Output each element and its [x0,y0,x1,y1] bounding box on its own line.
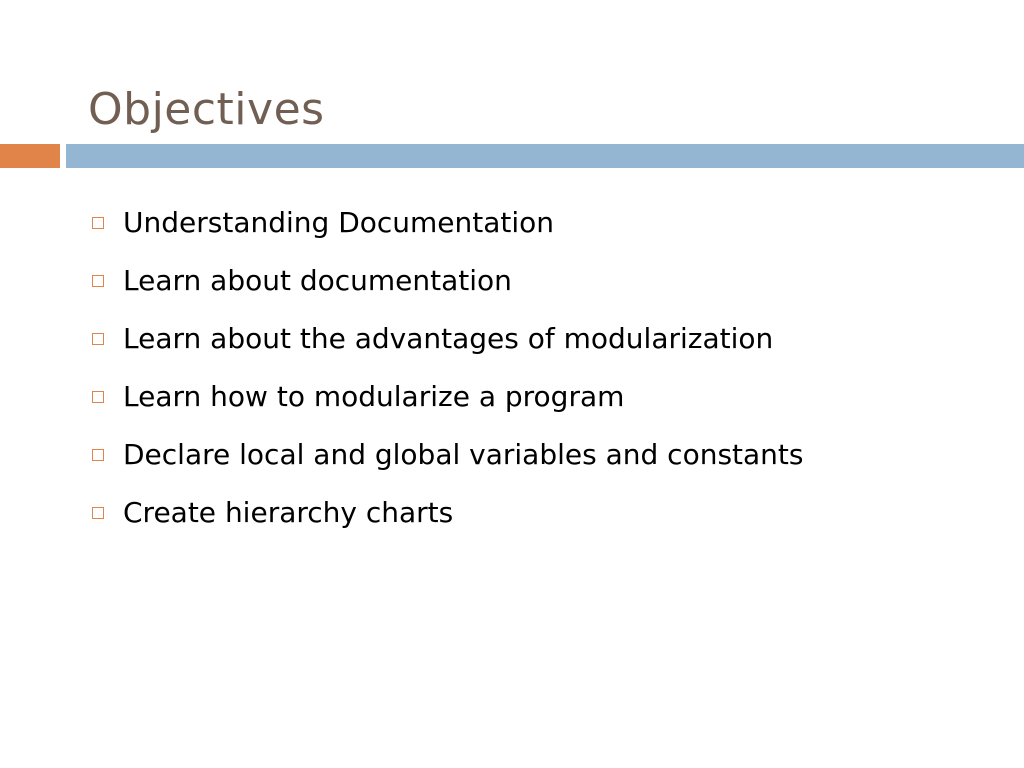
objective-item [88,252,804,310]
objectives-list [88,194,804,542]
objective-text: Learn about the advantages of modularization [123,322,774,355]
objective-item [88,484,804,542]
hollow-square-bullet-icon [92,333,104,345]
objective-text: Create hierarchy charts [123,496,454,529]
objective-item [88,194,804,252]
hollow-square-bullet-icon [92,449,104,461]
objective-text: Learn about documentation [123,264,512,297]
hollow-square-bullet-icon [92,507,104,519]
hollow-square-bullet-icon [92,275,104,287]
objective-item [88,426,804,484]
objective-text: Learn how to modularize a program [123,380,625,413]
hollow-square-bullet-icon [92,217,104,229]
hollow-square-bullet-icon [92,391,104,403]
objective-item [88,310,804,368]
objective-text: Understanding Documentation [123,206,555,239]
title-accent-bar-orange [0,144,60,168]
objective-item [88,368,804,426]
slide-title: Objectives [88,84,325,135]
objective-text: Declare local and global variables and constants [123,438,804,471]
title-accent-bar-blue [66,144,1024,168]
